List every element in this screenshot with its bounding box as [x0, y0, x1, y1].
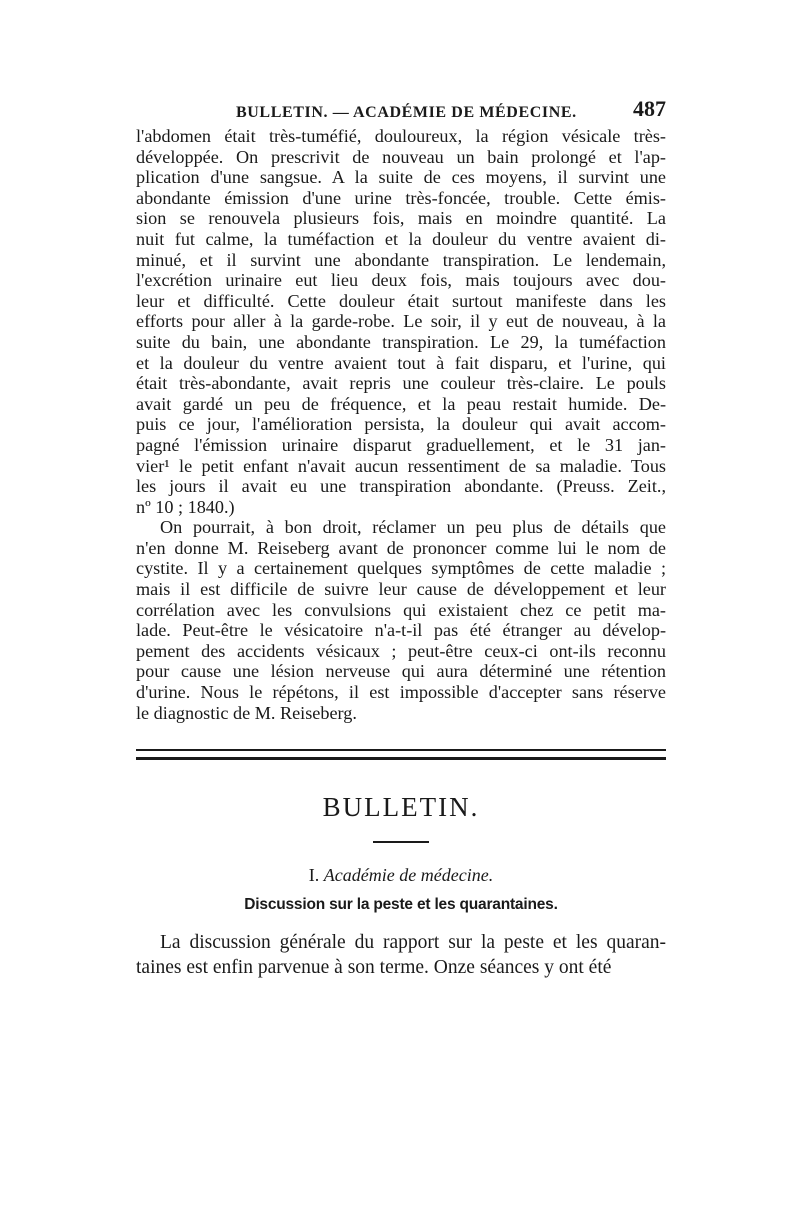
text-line: sion se renouvela plusieurs fois, mais en moindre quantité. La	[136, 208, 666, 229]
text-line: leur et difficulté. Cette douleur était surtout manifeste dans les	[136, 290, 666, 311]
text-line: efforts pour aller à la garde-robe. Le soir, il y eut de nouveau, à la	[136, 311, 666, 332]
section-title: BULLETIN.	[322, 792, 480, 823]
text-line: pour cause une lésion nerveuse qui aura déterminé une rétention	[136, 661, 666, 682]
text-line: vier¹ le petit enfant n'avait aucun ressentiment de sa maladie. Tous	[136, 455, 666, 476]
text-line: corrélation avec les convulsions qui existaient chez ce petit ma-	[136, 599, 666, 620]
text-line: l'abdomen était très-tuméfié, douloureux, la région vésicale très-	[136, 126, 666, 146]
text-line: On pourrait, à bon droit, réclamer un peu plus de détails que	[160, 517, 666, 538]
subheading-text: Académie de médecine.	[323, 865, 494, 886]
page-number: 487	[633, 96, 666, 121]
text-line: et la douleur du ventre avaient tout à fait disparu, et l'urine, qui	[136, 352, 666, 373]
text-line: mais il est difficile de suivre leur cause de développement et leur	[136, 579, 666, 600]
text-line: cystite. Il y a certainement quelques symptômes de cette maladie ;	[136, 558, 666, 579]
text-line: minué, et il survint une abondante transpiration. Le lendemain,	[136, 249, 666, 270]
text-line: abondante émission d'une urine très-foncée, trouble. Cette émis-	[136, 187, 666, 208]
running-head	[136, 96, 666, 126]
paragraph-case-report	[136, 126, 666, 517]
text-line: développée. On prescrivit de nouveau un bain prolongé et l'ap-	[136, 146, 666, 167]
text-line: La discussion générale du rapport sur la peste et les quaran-	[160, 932, 666, 954]
text-line: lade. Peut-être le vésicatoire n'a-t-il pas été étranger au dévelop-	[136, 620, 666, 641]
text-line: puis ce jour, l'amélioration persista, la douleur qui avait accom-	[136, 414, 666, 435]
short-rule-divider	[373, 841, 429, 843]
subheading-number: I.	[308, 865, 320, 886]
text-line: nuit fut calme, la tuméfaction et la douleur du ventre avaient di-	[136, 228, 666, 249]
double-rule-divider	[136, 749, 666, 760]
text-line: taines est enfin parvenue à son terme. Onze séances y ont été	[136, 957, 612, 979]
running-title: BULLETIN. — ACADÉMIE DE MÉDECINE.	[236, 104, 577, 121]
text-line: le diagnostic de M. Reiseberg.	[136, 702, 357, 723]
text-line: nº 10 ; 1840.)	[136, 496, 235, 517]
text-line: d'urine. Nous le répétons, il est impossible d'accepter sans réserve	[136, 682, 666, 703]
text-line: pagné l'émission urinaire disparut graduellement, et le 31 jan-	[136, 434, 666, 455]
paragraph-commentary	[136, 517, 666, 723]
text-line: plication d'une sangsue. A la suite de ces moyens, il survint une	[136, 167, 666, 188]
paragraph-discussion	[136, 930, 666, 980]
subheading	[136, 865, 666, 886]
text-line: pement des accidents vésicaux ; peut-être ceux-ci ont-ils reconnu	[136, 640, 666, 661]
text-line: était très-abondante, avait repris une couleur très-claire. Le pouls	[136, 373, 666, 394]
sub-subheading: Discussion sur la peste et les quarantaines.	[244, 896, 558, 914]
text-line: n'en donne M. Reiseberg avant de prononcer comme lui le nom de	[136, 537, 666, 558]
book-page	[136, 96, 666, 980]
text-line: l'excrétion urinaire eut lieu deux fois, mais toujours avec dou-	[136, 270, 666, 291]
text-line: les jours il avait eu une transpiration abondante. (Preuss. Zeit.,	[136, 476, 666, 497]
text-line: avait gardé un peu de fréquence, et la peau restait humide. De-	[136, 393, 666, 414]
text-line: suite du bain, une abondante transpiration. Le 29, la tuméfaction	[136, 331, 666, 352]
